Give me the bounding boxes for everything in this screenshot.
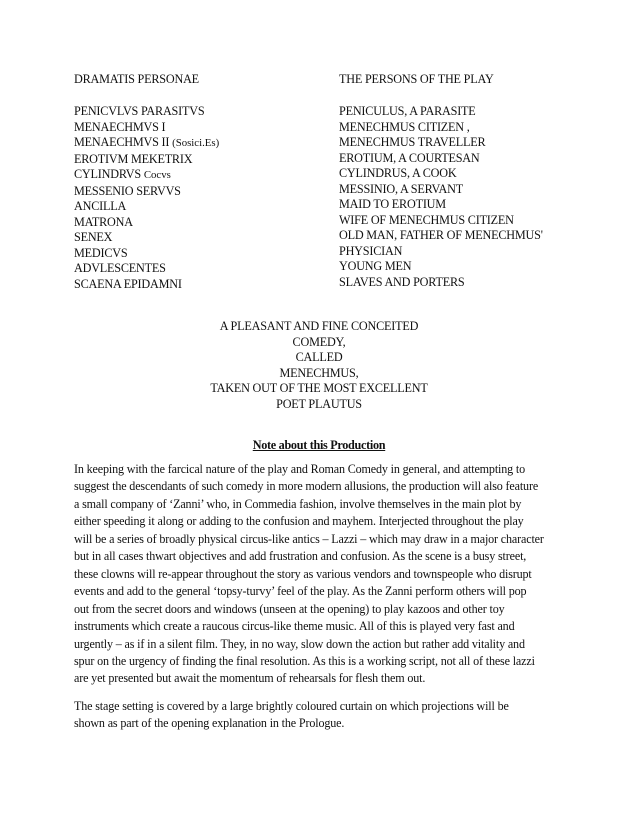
note-line: events and add to the general ‘topsy-turvy’ feel of the play. As the Zanni perform others will pop xyxy=(74,584,527,599)
note-line: a small company of ‘Zanni’ who, in Commedia fashion, involve themselves in the main plot by xyxy=(74,496,522,511)
note-line: either speeding it along or adding to the confusion and mayhem. Interjected throughout the play xyxy=(74,514,524,529)
cast-english-entry: WIFE OF MENECHMUS CITIZEN xyxy=(339,212,514,227)
cast-latin-entry: CYLINDRVS Cocvs xyxy=(74,167,171,182)
note-line: but in all cases thwart objectives and add frustration and confusion. As the scene is a busy street, xyxy=(74,549,527,564)
cast-latin-entry: ANCILLA xyxy=(74,199,127,214)
cast-english-entry: MAID TO EROTIUM xyxy=(339,197,446,212)
cast-english-entry: MENECHMUS CITIZEN , xyxy=(339,119,470,134)
cast-latin-entry: MENAECHMVS I xyxy=(74,119,166,134)
cast-latin-entry: MATRONA xyxy=(74,214,133,229)
note-line: are yet presented but await the momentum of rehearsals for flesh them out. xyxy=(74,671,426,686)
title-line: COMEDY, xyxy=(292,334,346,349)
note-line: suggest the descendants of such comedy in more modern allusions, the production will also feature xyxy=(74,479,539,494)
note-line: In keeping with the farcical nature of the play and Roman Comedy in general, and attempting to xyxy=(74,462,526,476)
cast-latin-entry: SENEX xyxy=(74,230,113,245)
note-paragraph xyxy=(74,461,574,688)
cast-latin-note: (Sosici.Es) xyxy=(172,137,220,150)
cast-english-entry: OLD MAN, FATHER OF MENECHMUS' xyxy=(339,228,543,243)
cast-latin-entry: MENAECHMVS II (Sosici.Es) xyxy=(74,135,220,150)
dramatis-personae-heading: DRAMATIS PERSONAE xyxy=(74,72,199,86)
note-line: shown as part of the opening explanation in the Prologue. xyxy=(74,716,345,731)
title-line: TAKEN OUT OF THE MOST EXCELLENT xyxy=(210,381,428,395)
note-line: spur on the urgency of finding the final resolution. As this is a working script, not all of these lazzi xyxy=(74,653,535,668)
note-line: out from the secret doors and windows (unseen at the opening) to play kazoos and other toy xyxy=(74,601,505,616)
cast-latin-entry: EROTIVM MEKETRIX xyxy=(74,151,193,166)
english-cast-list xyxy=(339,104,579,291)
cast-english-entry: YOUNG MEN xyxy=(339,259,412,274)
note-line: instruments which create a raucous circus-like theme music. All of this is played very fast and xyxy=(74,619,515,634)
note-line: these clowns will re-appear throughout the story as various vendors and townspeople who disrupt xyxy=(74,566,532,581)
cast-english-entry: EROTIUM, A COURTESAN xyxy=(339,150,480,165)
latin-cast-list xyxy=(74,104,324,293)
cast-latin-note: Cocvs xyxy=(143,169,171,182)
note-line: will be a series of broadly physical circus-like antics – Lazzi – which may draw in a major character xyxy=(74,531,544,546)
cast-latin-entry: PENICVLVS PARASITVS xyxy=(74,104,205,118)
cast-latin-entry: MEDICVS xyxy=(74,245,128,260)
title-line: POET PLAUTUS xyxy=(276,396,362,411)
note-paragraph xyxy=(74,698,574,733)
cast-english-entry: PENICULUS, A PARASITE xyxy=(339,104,476,118)
production-note-heading: Note about this Production xyxy=(252,438,386,452)
production-note-body xyxy=(74,461,574,733)
title-line: MENECHMUS, xyxy=(279,365,359,380)
cast-latin-entry: ADVLESCENTES xyxy=(74,261,166,276)
persons-of-play-heading: THE PERSONS OF THE PLAY xyxy=(339,72,494,86)
title-line: A PLEASANT AND FINE CONCEITED xyxy=(219,319,419,333)
cast-english-entry: MENECHMUS TRAVELLER xyxy=(339,135,486,150)
note-line: urgently – as if in a silent film. They, in no way, slow down the action but rather add vitality and xyxy=(74,636,525,651)
play-title-block xyxy=(0,319,638,412)
cast-english-entry: CYLINDRUS, A COOK xyxy=(339,166,457,181)
cast-english-entry: SLAVES AND PORTERS xyxy=(339,275,465,290)
cast-latin-entry: MESSENIO SERVVS xyxy=(74,183,181,198)
cast-latin-entry: SCAENA EPIDAMNI xyxy=(74,277,182,292)
cast-english-entry: MESSINIO, A SERVANT xyxy=(339,181,464,196)
cast-english-entry: PHYSICIAN xyxy=(339,243,403,258)
title-line: CALLED xyxy=(295,350,343,364)
note-line: The stage setting is covered by a large brightly coloured curtain on which projections will be xyxy=(74,698,509,713)
